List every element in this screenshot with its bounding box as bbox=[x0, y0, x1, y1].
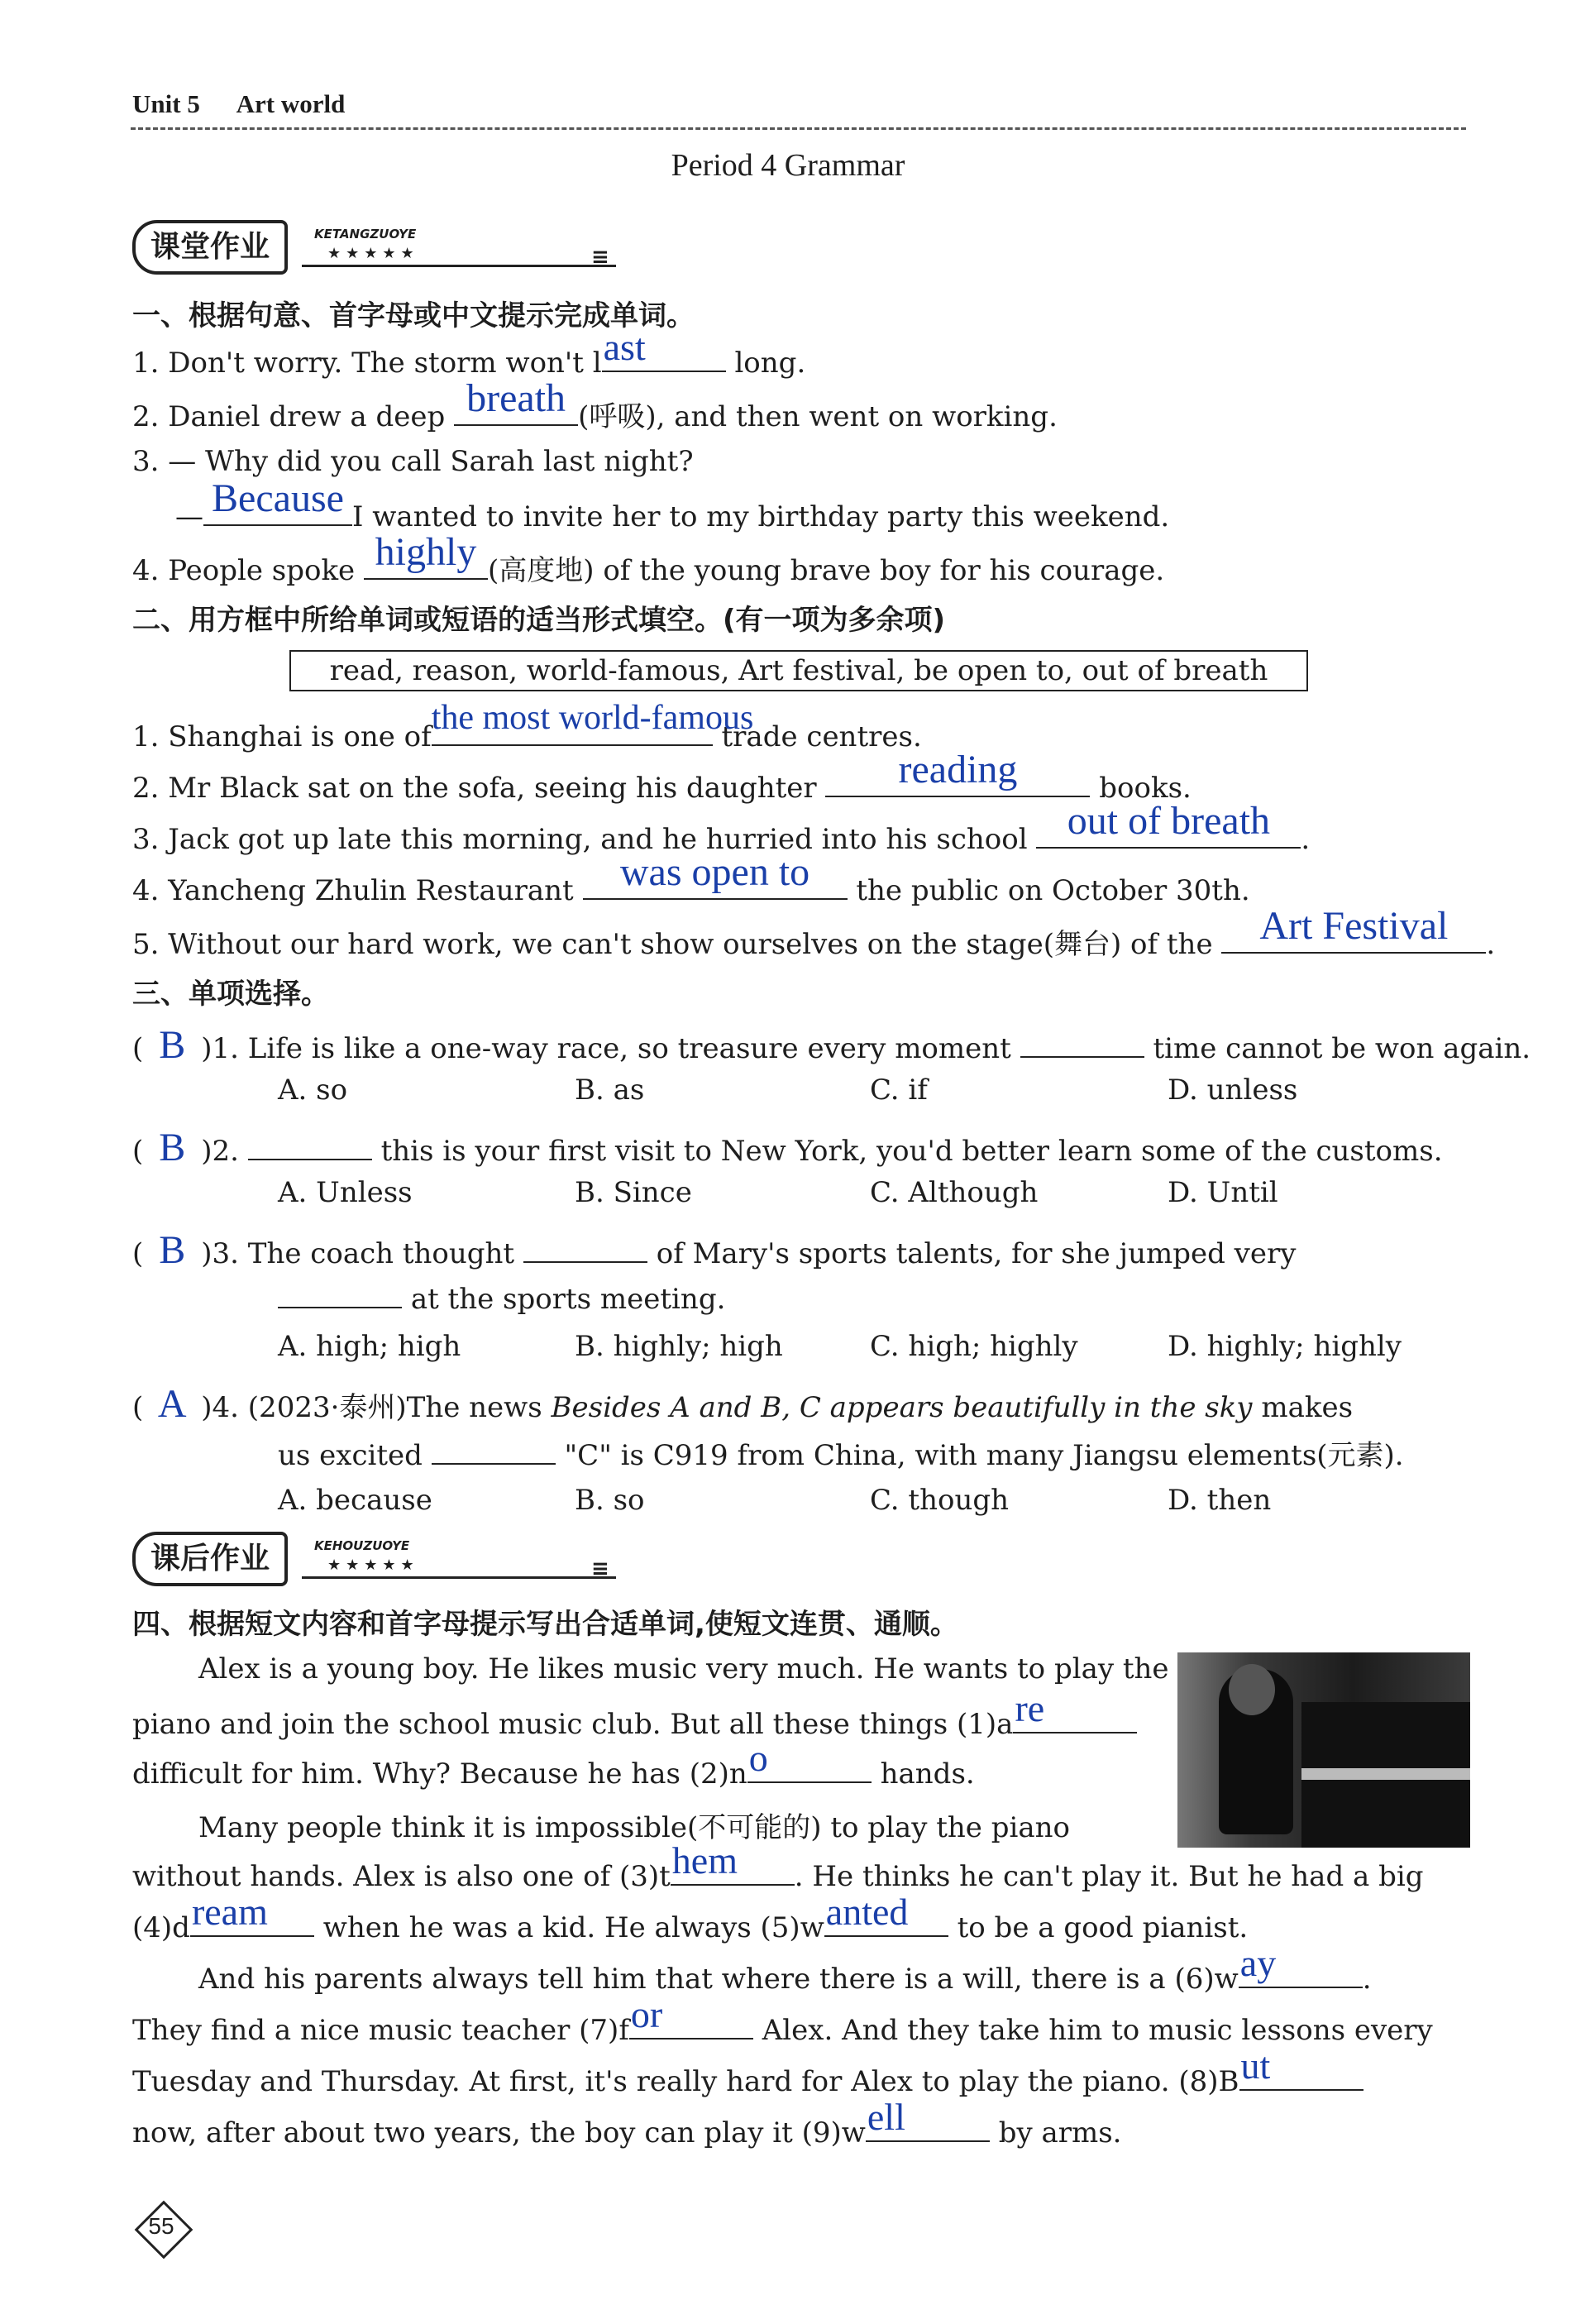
passage-line-1: Alex is a young boy. He likes music very much. He wants to play the bbox=[198, 1652, 1169, 1686]
mcq-1-opt-b[interactable]: B. as bbox=[575, 1074, 645, 1107]
section4-heading: 四、根据短文内容和首字母提示写出合适单词,使短文连贯、通顺。 bbox=[132, 1608, 958, 1641]
mcq-3-opt-d[interactable]: D. highly; highly bbox=[1168, 1330, 1402, 1363]
homework-badge-label: 课后作业 bbox=[132, 1532, 288, 1586]
passage-line-7: And his parents always tell him that where there is a will, there is a (6)w ay . bbox=[198, 1942, 1372, 1996]
section2-heading: 二、用方框中所给单词或短语的适当形式填空。(有一项为多余项) bbox=[132, 604, 946, 637]
mcq-3: ( B )3. The coach thought of Mary's sports talents, for she jumped very bbox=[132, 1228, 1297, 1272]
mcq-3-opt-b[interactable]: B. highly; high bbox=[575, 1330, 783, 1363]
s1-q1-blank[interactable]: ast bbox=[602, 342, 726, 372]
passage-line-8: They find a nice music teacher (7)f or Alex. And they take him to music lessons every bbox=[132, 1993, 1433, 2047]
mcq-2-opt-c[interactable]: C. Although bbox=[870, 1176, 1039, 1209]
s1-q4-blank[interactable]: highly bbox=[364, 550, 488, 580]
passage-line-5: without hands. Alex is also one of (3)t hem . He thinks he can't play it. But he had a big bbox=[132, 1839, 1424, 1893]
blank-6[interactable]: ay bbox=[1239, 1958, 1363, 1988]
s1-q3-blank[interactable]: Because bbox=[203, 496, 352, 526]
mcq-2-answer[interactable]: B bbox=[159, 1126, 186, 1169]
mcq-2: ( B )2. this is your first visit to New York, you'd better learn some of the customs. bbox=[132, 1126, 1443, 1169]
equals-icon: ≡ bbox=[591, 1557, 609, 1581]
unit-label: Unit 5 bbox=[132, 89, 200, 118]
passage-line-2: piano and join the school music club. But all these things (1)a re bbox=[132, 1704, 1137, 1741]
passage-line-4: Many people think it is impossible(不可能的) to play the piano bbox=[198, 1811, 1070, 1844]
mcq-3-opt-c[interactable]: C. high; highly bbox=[870, 1330, 1078, 1363]
s1-q3-question: 3. — Why did you call Sarah last night? bbox=[132, 445, 694, 478]
section3-heading: 三、单项选择。 bbox=[132, 978, 329, 1011]
mcq-2-blank bbox=[248, 1131, 372, 1160]
blank-5[interactable]: anted bbox=[824, 1907, 948, 1937]
mcq-3-opt-a[interactable]: A. high; high bbox=[278, 1330, 461, 1363]
s2-q5-blank[interactable]: Art Festival bbox=[1221, 924, 1486, 954]
s2-q2-blank[interactable]: reading bbox=[825, 767, 1090, 797]
classwork-badge bbox=[132, 220, 628, 278]
s1-q3-answer: — Because I wanted to invite her to my birthday party this weekend. bbox=[175, 476, 1170, 533]
homework-badge-pinyin: KEHOUZUOYE bbox=[314, 1538, 410, 1553]
s2-q3: 3. Jack got up late this morning, and he hurried into his school out of breath . bbox=[132, 799, 1311, 856]
s2-q5: 5. Without our hard work, we can't show ourselves on the stage(舞台) of the Art Festival . bbox=[132, 904, 1496, 961]
star-rating-icon: ★★★★★ bbox=[327, 1557, 419, 1574]
s1-q2-blank[interactable]: breath bbox=[454, 396, 578, 426]
mcq-3-answer[interactable]: B bbox=[159, 1228, 186, 1272]
s2-q3-blank[interactable]: out of breath bbox=[1036, 819, 1301, 849]
s2-q4-blank[interactable]: was open to bbox=[583, 870, 848, 900]
mcq-4-opt-b[interactable]: B. so bbox=[575, 1484, 645, 1517]
s1-q2: 2. Daniel drew a deep breath (呼吸), and then went on working. bbox=[132, 376, 1058, 433]
mcq-1-opt-d[interactable]: D. unless bbox=[1168, 1074, 1298, 1107]
classwork-badge-label: 课堂作业 bbox=[132, 220, 288, 275]
blank-4[interactable]: ream bbox=[190, 1907, 314, 1937]
blank-9[interactable]: ell bbox=[866, 2112, 990, 2142]
mcq-4-opt-d[interactable]: D. then bbox=[1168, 1484, 1272, 1517]
unit-topic: Art world bbox=[236, 89, 346, 118]
passage-line-3: difficult for him. Why? Because he has (2)n o hands. bbox=[132, 1737, 975, 1791]
s2-q4: 4. Yancheng Zhulin Restaurant was open to the public on October 30th. bbox=[132, 850, 1250, 907]
mcq-3-blank-1 bbox=[523, 1233, 647, 1263]
equals-icon: ≡ bbox=[591, 245, 609, 270]
mcq-1-blank bbox=[1020, 1028, 1144, 1058]
passage-line-6: (4)d ream when he was a kid. He always (5)w anted to be a good pianist. bbox=[132, 1891, 1249, 1944]
s2-q1: 1. Shanghai is one of the most world-famous trade centres. bbox=[132, 699, 922, 753]
s1-q4: 4. People spoke highly (高度地) of the young brave boy for his courage. bbox=[132, 530, 1165, 587]
blank-8[interactable]: ut bbox=[1239, 2061, 1363, 2091]
passage-line-9: Tuesday and Thursday. At first, it's really hard for Alex to play the piano. (8)B ut bbox=[132, 2061, 1363, 2098]
mcq-3-blank-2 bbox=[278, 1279, 402, 1308]
mcq-4-opt-c[interactable]: C. though bbox=[870, 1484, 1010, 1517]
mcq-1-opt-a[interactable]: A. so bbox=[278, 1074, 348, 1107]
page-title: Period 4 Grammar bbox=[671, 148, 905, 183]
page-number-badge bbox=[132, 2198, 190, 2256]
s2-q2: 2. Mr Black sat on the sofa, seeing his daughter reading books. bbox=[132, 748, 1192, 805]
mcq-4: ( A )4. (2023·泰州)The news Besides A and B, C appears beautifully in the sky makes bbox=[132, 1382, 1354, 1426]
mcq-2-opt-d[interactable]: D. Until bbox=[1168, 1176, 1278, 1209]
badge-underline bbox=[302, 1576, 616, 1579]
blank-3[interactable]: hem bbox=[671, 1856, 795, 1886]
word-bank-box: read, reason, world-famous, Art festival, be open to, out of breath bbox=[289, 650, 1308, 691]
star-rating-icon: ★★★★★ bbox=[327, 245, 419, 262]
mcq-3-cont: at the sports meeting. bbox=[278, 1279, 725, 1316]
mcq-2-opt-b[interactable]: B. Since bbox=[575, 1176, 692, 1209]
s1-q1: 1. Don't worry. The storm won't l ast long. bbox=[132, 326, 806, 380]
mcq-4-blank bbox=[432, 1435, 556, 1465]
pianist-photo bbox=[1177, 1652, 1470, 1848]
classwork-badge-pinyin: KETANGZUOYE bbox=[314, 227, 417, 241]
homework-badge bbox=[132, 1532, 628, 1590]
mcq-1-answer[interactable]: B bbox=[159, 1023, 186, 1067]
mcq-4-opt-a[interactable]: A. because bbox=[278, 1484, 432, 1517]
mcq-1-opt-c[interactable]: C. if bbox=[870, 1074, 928, 1107]
blank-7[interactable]: or bbox=[629, 2010, 753, 2039]
page-number: 55 bbox=[148, 2213, 174, 2239]
mcq-1: ( B )1. Life is like a one-way race, so treasure every moment time cannot be won again. bbox=[132, 1023, 1531, 1067]
mcq-2-opt-a[interactable]: A. Unless bbox=[278, 1176, 413, 1209]
s2-q1-blank[interactable]: the most world-famous bbox=[432, 716, 713, 746]
badge-underline bbox=[302, 265, 616, 267]
passage-line-10: now, after about two years, the boy can play it (9)w ell by arms. bbox=[132, 2096, 1122, 2149]
blank-1[interactable]: re bbox=[1013, 1704, 1137, 1733]
header-divider bbox=[131, 127, 1466, 130]
mcq-4-cont: us excited "C" is C919 from China, with many Jiangsu elements(元素). bbox=[278, 1432, 1404, 1473]
section1-heading: 一、根据句意、首字母或中文提示完成单词。 bbox=[132, 299, 695, 332]
blank-2[interactable]: o bbox=[747, 1753, 872, 1783]
unit-header bbox=[132, 89, 345, 119]
mcq-4-answer[interactable]: A bbox=[157, 1382, 187, 1426]
